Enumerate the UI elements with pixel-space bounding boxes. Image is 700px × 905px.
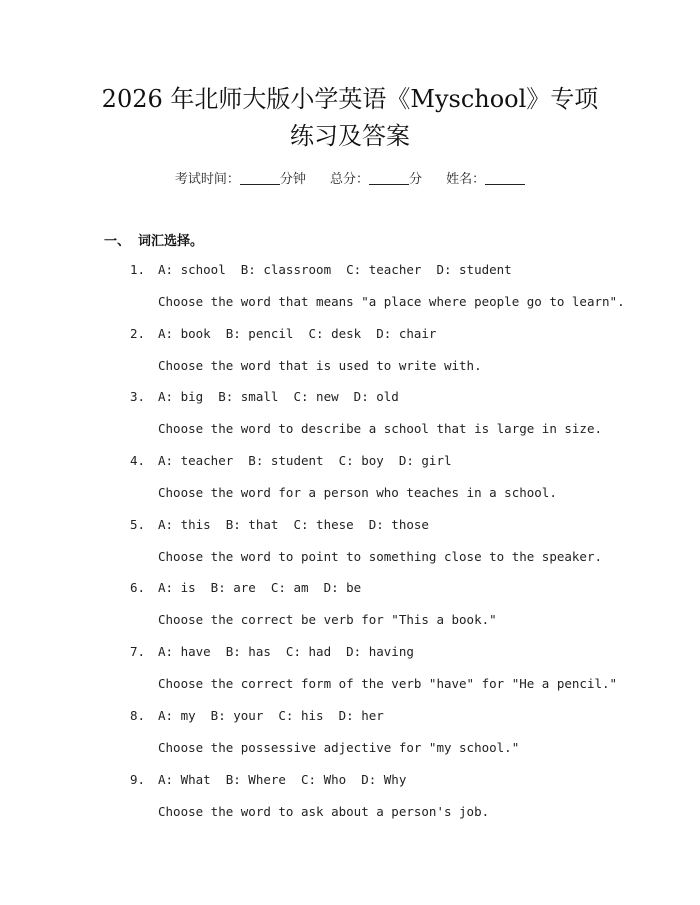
section-title: 词汇选择。: [138, 234, 204, 249]
question-prompt: Choose the word to ask about a person's job.: [158, 803, 490, 819]
question-item: [130, 453, 670, 517]
score-blank: [369, 172, 409, 185]
question-options: A: my B: your C: his D: her: [158, 707, 384, 723]
name-label: 姓名：: [446, 172, 486, 187]
question-prompt: Choose the word to point to something close to the speaker.: [158, 548, 603, 564]
score-unit: 分: [409, 172, 423, 187]
question-options: A: have B: has C: had D: having: [158, 644, 414, 660]
question-item: [130, 326, 670, 390]
question-item: [130, 772, 670, 836]
question-number: 2.: [130, 325, 146, 341]
question-item: [130, 644, 670, 708]
question-prompt: Choose the correct be verb for "This a book.": [158, 612, 497, 628]
question-options: A: What B: Where C: Who D: Why: [158, 771, 407, 787]
question-options: A: book B: pencil C: desk D: chair: [158, 325, 437, 341]
question-number: 3.: [130, 389, 146, 405]
question-options: A: big B: small C: new D: old: [158, 389, 399, 405]
question-number: 6.: [130, 580, 146, 596]
document-title-line1: 2026 年北师大版小学英语《Myschool》专项: [101, 85, 599, 113]
section-number: 一、: [104, 234, 131, 249]
question-item: [130, 708, 670, 772]
exam-time: [175, 168, 306, 187]
exam-meta: [0, 168, 700, 187]
question-prompt: Choose the word that is used to write with.: [158, 357, 482, 373]
question-options: A: is B: are C: am D: be: [158, 580, 362, 596]
question-number: 8.: [130, 707, 146, 723]
score-label: 总分：: [329, 172, 369, 187]
question-options: A: teacher B: student C: boy D: girl: [158, 453, 452, 469]
question-prompt: Choose the word that means "a place where people go to learn".: [158, 294, 625, 309]
name-blank: [485, 172, 525, 185]
question-options: A: school B: classroom C: teacher D: student: [158, 262, 512, 277]
document-title-line2: 练习及答案: [290, 122, 410, 150]
time-blank: [240, 172, 280, 185]
question-number: 4.: [130, 453, 146, 469]
question-item: [130, 580, 670, 644]
time-label: 考试时间：: [174, 172, 240, 187]
question-number: 9.: [130, 771, 146, 787]
question-options: A: this B: that C: these D: those: [158, 516, 429, 532]
question-prompt: Choose the word to describe a school that is large in size.: [158, 421, 603, 437]
question-number: 7.: [130, 644, 146, 660]
question-item: [130, 262, 670, 326]
question-list: [130, 262, 670, 835]
question-item: [130, 389, 670, 453]
question-prompt: Choose the correct form of the verb "have" for "He a pencil.": [158, 676, 618, 692]
question-prompt: Choose the word for a person who teaches in a school.: [158, 485, 557, 501]
question-prompt: Choose the possessive adjective for "my school.": [158, 739, 520, 755]
exam-score: [330, 168, 422, 187]
exam-name: [446, 168, 525, 187]
question-number: 5.: [130, 516, 146, 532]
question-number: 1.: [130, 262, 146, 277]
time-unit: 分钟: [279, 172, 306, 187]
question-item: [130, 517, 670, 581]
section-heading: [104, 230, 203, 249]
